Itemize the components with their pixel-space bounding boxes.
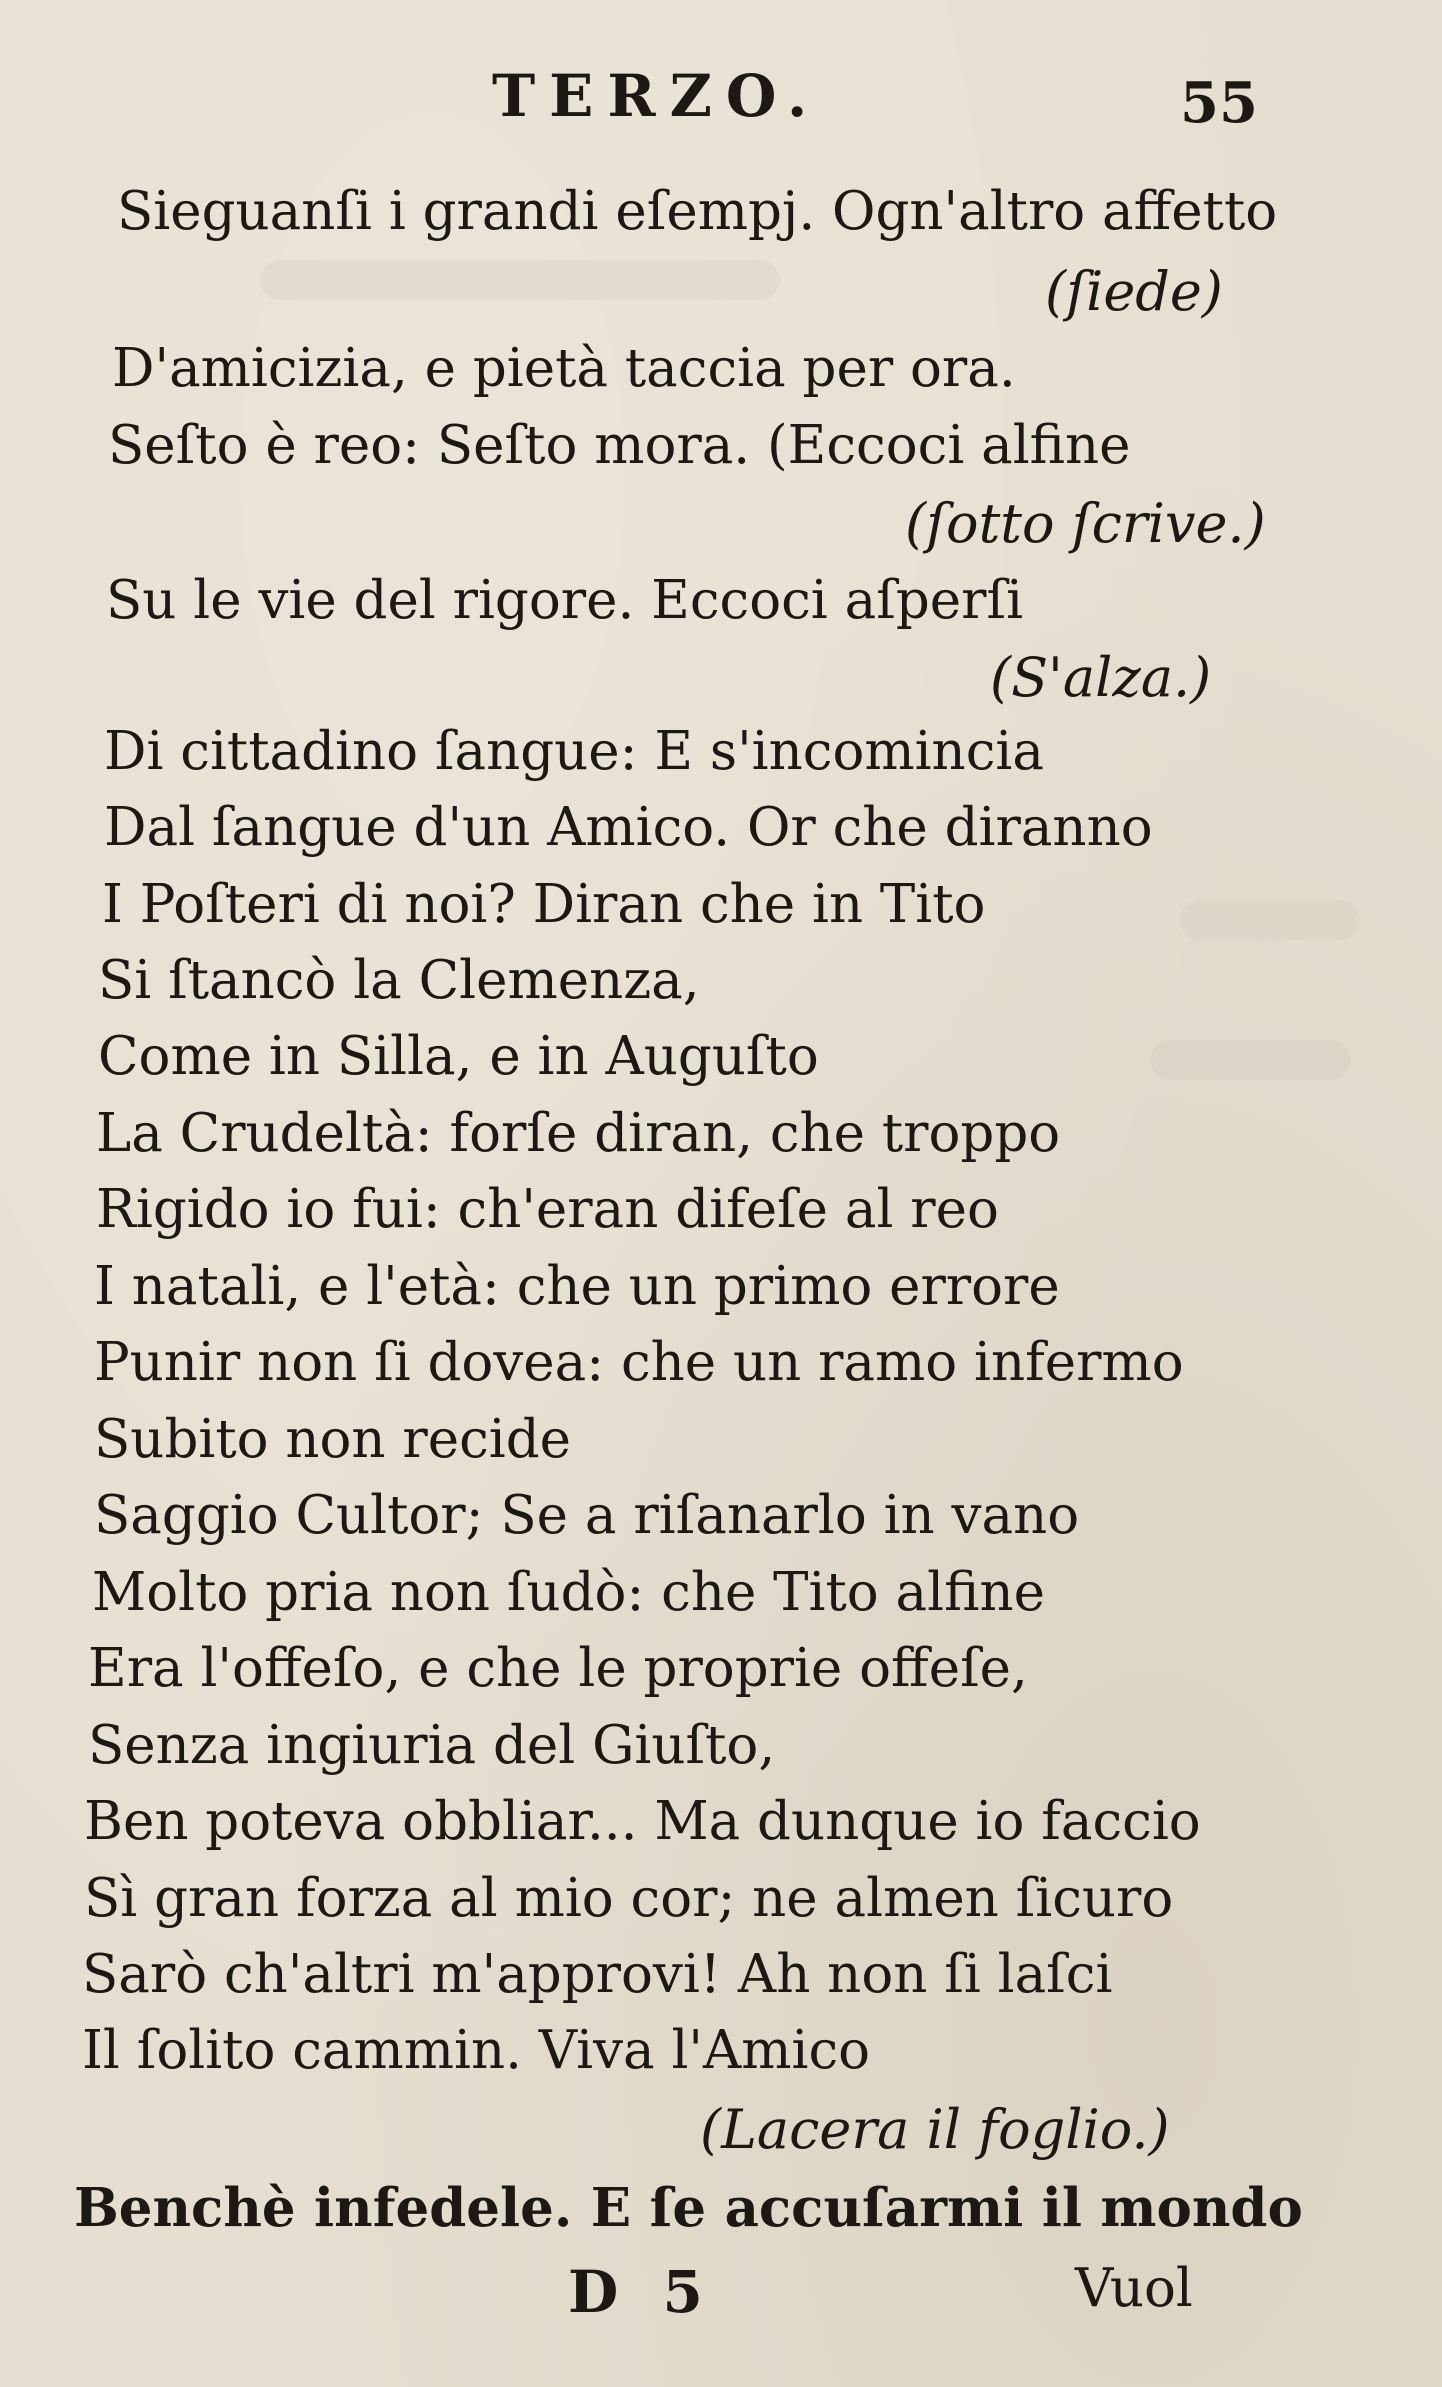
verse-line: Sì gran forza al mio cor; ne almen ſicuro xyxy=(84,1868,1174,1929)
signature-mark: D 5 xyxy=(568,2258,715,2326)
verse-line: La Crudeltà: forſe diran, che troppo xyxy=(96,1103,1061,1164)
stage-direction: (ſiede) xyxy=(1045,260,1223,323)
verse-line: Su le vie del rigore. Eccoci aſperſi xyxy=(106,570,1024,631)
show-through-smudge xyxy=(1150,1040,1350,1080)
verse-line: I natali, e l'età: che un primo errore xyxy=(94,1256,1060,1317)
stage-direction: (S'alza.) xyxy=(990,646,1212,709)
verse-line: Dal ſangue d'un Amico. Or che diranno xyxy=(104,797,1153,858)
show-through-smudge xyxy=(260,260,780,300)
page-number: 55 xyxy=(1180,70,1258,136)
catchword: Vuol xyxy=(1075,2258,1193,2319)
verse-line: Punir non ſi dovea: che un ramo infermo xyxy=(94,1332,1184,1393)
verse-line: Sieguanſi i grandi eſempj. Ogn'altro affetto xyxy=(117,181,1278,242)
verse-line: Si ſtancò la Clemenza, xyxy=(98,950,700,1011)
show-through-smudge xyxy=(1180,900,1360,940)
verse-line: Seſto è reo: Seſto mora. (Eccoci alfine xyxy=(108,415,1131,476)
verse-line: Molto pria non ſudò: che Tito alfine xyxy=(92,1562,1045,1623)
verse-line: I Poſteri di noi? Diran che in Tito xyxy=(102,874,986,935)
verse-line: Subito non recide xyxy=(94,1409,572,1470)
verse-line: Ben poteva obbliar... Ma dunque io faccio xyxy=(84,1791,1201,1852)
verse-line: Il ſolito cammin. Viva l'Amico xyxy=(82,2020,871,2081)
verse-line: Era l'offeſo, e che le proprie offeſe, xyxy=(88,1638,1028,1699)
verse-line: Saggio Cultor; Se a riſanarlo in vano xyxy=(94,1485,1080,1546)
verse-line: Di cittadino ſangue: E s'incomincia xyxy=(104,721,1044,782)
verse-line: Sarò ch'altri m'approvi! Ah non ſi laſci xyxy=(82,1944,1113,2005)
verse-line: Come in Silla, e in Auguſto xyxy=(98,1026,819,1087)
verse-line: Senza ingiuria del Giuſto, xyxy=(88,1715,776,1776)
verse-line: Rigido io fui: ch'eran difeſe al reo xyxy=(96,1179,999,1240)
stage-direction: (ſotto ſcrive.) xyxy=(905,492,1266,555)
running-head: TERZO. xyxy=(492,62,822,130)
verse-line: D'amicizia, e pietà taccia per ora. xyxy=(112,338,1016,399)
stage-direction: (Lacera il foglio.) xyxy=(700,2098,1170,2161)
verse-line: Benchè infedele. E ſe accuſarmi il mondo xyxy=(74,2177,1303,2239)
